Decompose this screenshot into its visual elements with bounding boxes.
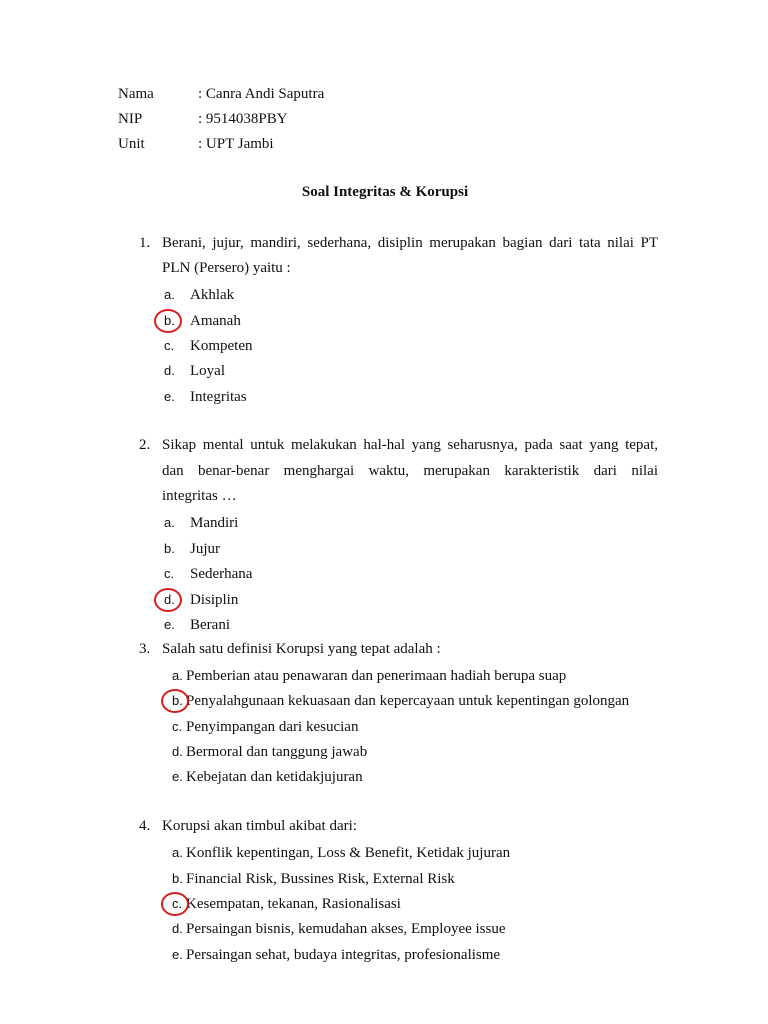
option-text: Penyimpangan dari kesucian — [186, 719, 359, 735]
option-letter: c. — [164, 566, 175, 581]
question-text-line: PLN (Persero) yaitu : — [162, 260, 291, 276]
option-text: Amanah — [190, 313, 241, 329]
question-number: 2. — [139, 437, 151, 453]
option-letter: d. — [172, 744, 183, 759]
option-text: Jujur — [190, 541, 220, 557]
question-number: 1. — [139, 235, 151, 251]
option-text: Sederhana — [190, 566, 253, 582]
option-letter: c. — [172, 719, 183, 734]
question-text-line: Berani, jujur, mandiri, sederhana, disiplin merupakan bagian dari tata nilai PT — [162, 235, 658, 251]
option-text: Akhlak — [190, 287, 235, 303]
option-d — [164, 361, 225, 381]
option-c — [172, 717, 359, 737]
answer-circle-mark — [161, 689, 189, 713]
question-text-line: Salah satu definisi Korupsi yang tepat adalah : — [162, 641, 441, 657]
identity-label: NIP — [118, 111, 143, 127]
option-text: Kompeten — [190, 338, 253, 354]
option-letter: e. — [164, 389, 175, 404]
option-text: Kebejatan dan ketidakjujuran — [186, 769, 363, 785]
option-letter: c. — [172, 896, 183, 911]
option-letter: e. — [172, 769, 183, 784]
option-a — [172, 843, 511, 863]
option-letter: a. — [172, 845, 183, 860]
option-a — [164, 513, 239, 533]
option-text: Berani — [190, 617, 230, 633]
answer-circle-mark — [161, 892, 189, 916]
option-letter: a. — [172, 668, 183, 683]
identity-label: Unit — [118, 136, 145, 152]
option-e — [172, 945, 501, 965]
option-e — [164, 387, 247, 407]
option-letter: a. — [164, 287, 175, 302]
option-c — [164, 336, 253, 356]
option-text: Kesempatan, tekanan, Rasionalisasi — [186, 896, 401, 912]
question-text-line: Korupsi akan timbul akibat dari: — [162, 818, 357, 834]
question-text-line: Sikap mental untuk melakukan hal-hal yang seharusnya, pada saat yang tepat, — [162, 437, 658, 453]
question-text-line: dan benar-benar menghargai waktu, merupakan karakteristik dari nilai — [162, 463, 658, 479]
page-title: Soal Integritas & Korupsi — [301, 184, 469, 200]
option-text: Financial Risk, Bussines Risk, External Risk — [186, 871, 455, 887]
identity-label: Nama — [118, 86, 154, 102]
option-letter: d. — [164, 592, 175, 607]
option-a — [172, 666, 567, 686]
option-text: Bermoral dan tanggung jawab — [186, 744, 368, 760]
option-e — [164, 615, 230, 635]
option-letter: d. — [164, 363, 175, 378]
option-letter: e. — [172, 947, 183, 962]
option-text: Integritas — [190, 389, 247, 405]
question-number: 4. — [139, 818, 151, 834]
question-number: 3. — [139, 641, 151, 657]
option-text: Penyalahgunaan kekuasaan dan kepercayaan untuk kepentingan golongan — [186, 693, 630, 709]
option-letter: b. — [172, 693, 183, 708]
identity-value: : UPT Jambi — [198, 136, 274, 152]
option-c — [164, 564, 253, 584]
option-text: Persaingan sehat, budaya integritas, profesionalisme — [186, 947, 501, 963]
question-text-line: integritas … — [162, 488, 237, 504]
option-a — [164, 285, 235, 305]
option-letter: d. — [172, 921, 183, 936]
identity-value: : Canra Andi Saputra — [198, 86, 325, 102]
option-b — [172, 869, 455, 889]
option-letter: a. — [164, 515, 175, 530]
option-text: Mandiri — [190, 515, 239, 531]
option-letter: c. — [164, 338, 175, 353]
option-text: Loyal — [190, 363, 225, 379]
option-letter: b. — [172, 871, 183, 886]
option-text: Konflik kepentingan, Loss & Benefit, Ketidak jujuran — [186, 845, 511, 861]
option-text: Pemberian atau penawaran dan penerimaan hadiah berupa suap — [186, 668, 567, 684]
answer-circle-mark — [154, 588, 182, 612]
option-letter: b. — [164, 313, 175, 328]
option-b — [164, 539, 220, 559]
option-letter: e. — [164, 617, 175, 632]
option-text: Disiplin — [190, 592, 239, 608]
option-letter: b. — [164, 541, 175, 556]
option-e — [172, 767, 363, 787]
option-d — [172, 919, 506, 939]
option-text: Persaingan bisnis, kemudahan akses, Employee issue — [186, 921, 506, 937]
answer-circle-mark — [154, 309, 182, 333]
identity-value: : 9514038PBY — [198, 111, 288, 127]
option-d — [172, 742, 368, 762]
